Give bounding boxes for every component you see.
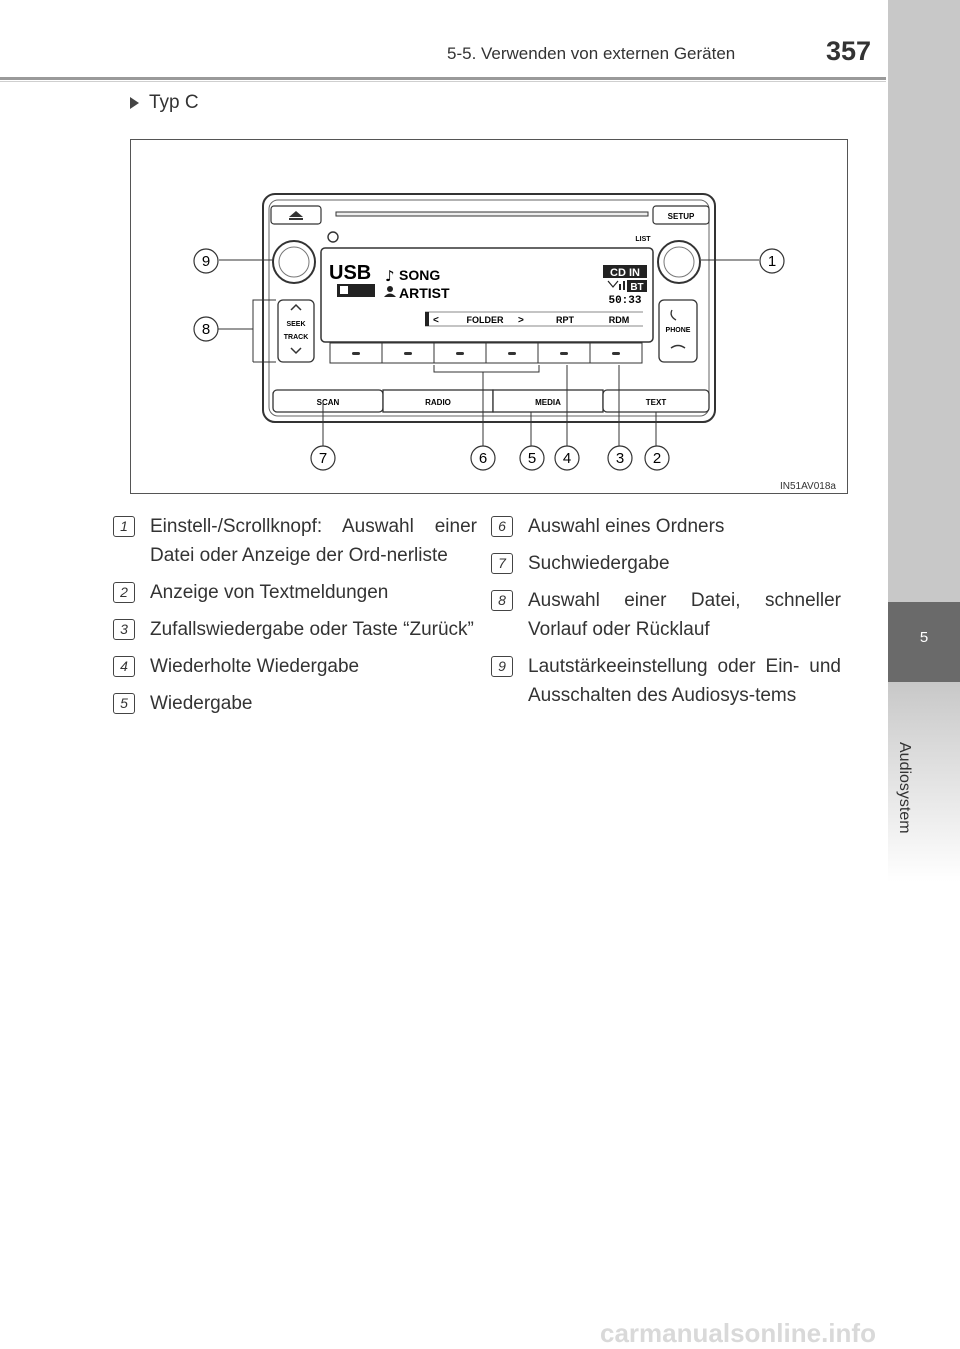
cd-in-label: CD IN bbox=[610, 267, 640, 279]
legend-number: 6 bbox=[491, 516, 513, 537]
list-label: LIST bbox=[635, 236, 651, 243]
callout-9: 9 bbox=[201, 253, 211, 270]
callout-8: 8 bbox=[201, 321, 211, 338]
legend-item bbox=[491, 652, 841, 710]
callout-7: 7 bbox=[318, 450, 328, 467]
legend-number: 7 bbox=[491, 553, 513, 574]
track-label: TRACK bbox=[283, 334, 309, 341]
legend-number: 9 bbox=[491, 656, 513, 677]
svg-text:♪: ♪ bbox=[385, 267, 395, 285]
legend-text: Auswahl eines Ordners bbox=[528, 516, 725, 537]
legend-item bbox=[491, 512, 841, 541]
svg-text:>: > bbox=[518, 315, 524, 326]
seek-label: SEEK bbox=[286, 321, 306, 328]
legend-text: Zufallswiedergabe oder Taste “Zurück” bbox=[150, 619, 474, 640]
legend-item bbox=[113, 689, 477, 718]
audio-panel-figure bbox=[130, 139, 848, 494]
radio-label: RADIO bbox=[425, 398, 451, 407]
page-number: 357 bbox=[826, 36, 872, 66]
chapter-label-text: Audiosystem bbox=[896, 742, 913, 834]
media-label: MEDIA bbox=[535, 398, 561, 407]
legend-item bbox=[113, 615, 477, 644]
type-heading-text: Typ C bbox=[149, 92, 199, 113]
callout-1: 1 bbox=[767, 253, 777, 270]
watermark: carmanualsonline.info bbox=[600, 1318, 876, 1348]
legend-number: 2 bbox=[113, 582, 135, 603]
legend-text: Lautstärkeeinstellung oder Ein- und Ausschalten des Audiosys-tems bbox=[528, 656, 841, 706]
scan-label: SCAN bbox=[316, 398, 340, 407]
callout-4: 4 bbox=[562, 450, 572, 467]
callout-3: 3 bbox=[615, 450, 625, 467]
chapter-label bbox=[893, 742, 913, 862]
song-label: SONG bbox=[399, 267, 441, 283]
header-rule bbox=[0, 77, 886, 80]
bt-label: BT bbox=[630, 282, 644, 293]
legend-text: Wiedergabe bbox=[150, 693, 253, 714]
chapter-sidebar bbox=[888, 0, 960, 602]
legend-text: Suchwiedergabe bbox=[528, 553, 670, 574]
callout-2: 2 bbox=[652, 450, 662, 467]
svg-text:<: < bbox=[433, 315, 439, 326]
type-heading bbox=[130, 92, 199, 114]
legend-text: Auswahl einer Datei, schneller Vorlauf oder Rücklauf bbox=[528, 590, 841, 640]
usb-label: USB bbox=[329, 262, 372, 284]
setup-label: SETUP bbox=[667, 212, 695, 221]
time-display: 50:33 bbox=[608, 295, 642, 307]
section-title: 5-5. Verwenden von externen Geräten bbox=[447, 44, 736, 63]
legend-number: 1 bbox=[113, 516, 135, 537]
legend-list-right bbox=[491, 512, 841, 718]
text-label: TEXT bbox=[645, 398, 667, 407]
folder-label: FOLDER bbox=[466, 315, 504, 325]
phone-label: PHONE bbox=[665, 327, 691, 334]
legend-item bbox=[113, 512, 477, 570]
legend-number: 8 bbox=[491, 590, 513, 611]
legend-item bbox=[491, 586, 841, 644]
rdm-label: RDM bbox=[608, 315, 630, 325]
rpt-label: RPT bbox=[556, 315, 574, 325]
legend-item bbox=[491, 549, 841, 578]
arrow-right-icon bbox=[130, 97, 139, 109]
callout-6: 6 bbox=[478, 450, 488, 467]
legend-list-left bbox=[113, 512, 477, 726]
legend-item bbox=[113, 652, 477, 681]
legend-number: 5 bbox=[113, 693, 135, 714]
legend-text: Wiederholte Wiedergabe bbox=[150, 656, 360, 677]
header-rule-thin bbox=[0, 81, 886, 82]
callout-5: 5 bbox=[527, 450, 537, 467]
legend-number: 4 bbox=[113, 656, 135, 677]
chapter-tab bbox=[888, 602, 960, 682]
legend-text: Einstell-/Scrollknopf: Auswahl einer Datei oder Anzeige der Ord-nerliste bbox=[150, 516, 477, 566]
chapter-number: 5 bbox=[919, 629, 929, 646]
legend-text: Anzeige von Textmeldungen bbox=[150, 582, 389, 603]
preset-buttons bbox=[330, 343, 642, 363]
audio-panel-illustration bbox=[131, 140, 847, 493]
legend-item bbox=[113, 578, 477, 607]
figure-code: IN51AV018a bbox=[780, 481, 836, 492]
artist-label: ARTIST bbox=[399, 285, 450, 301]
legend-number: 3 bbox=[113, 619, 135, 640]
